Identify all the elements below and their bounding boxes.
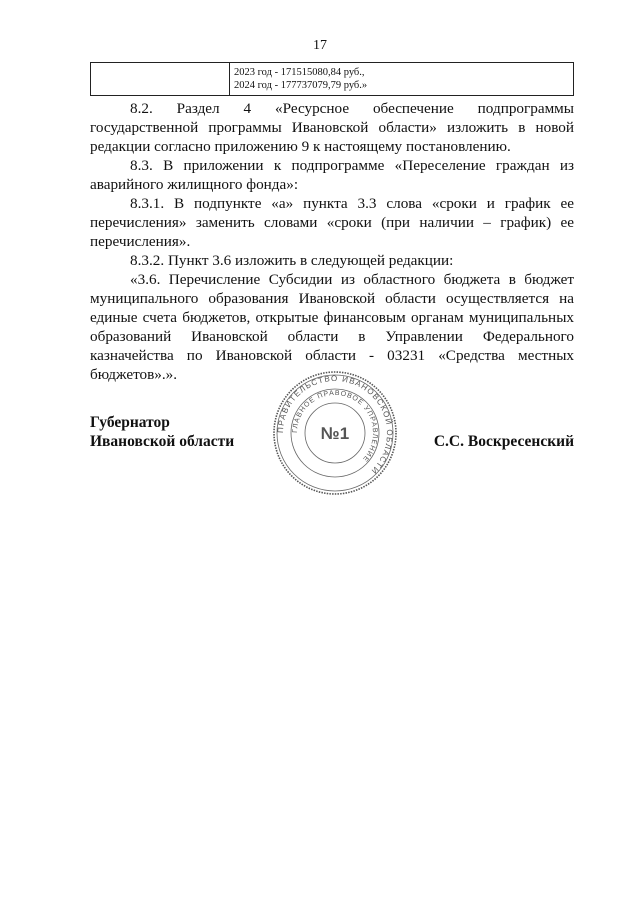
paragraph-line: единые счета бюджетов, открытые финансовым органам муниципальных [90,309,574,326]
paragraph-line: образований Ивановской области в Управлении Федерального [90,328,574,345]
paragraph-line: редакции согласно приложению 9 к настоящему постановлению. [90,138,511,155]
budget-line-2023: 2023 год - 171515080,84 руб., [234,67,365,78]
paragraph-line: государственной программы Ивановской области» изложить в новой [90,119,574,136]
paragraph-line: 8.3. В приложении к подпрограмме «Переселение граждан из [130,157,574,174]
paragraph-8-3-1 [90,194,574,251]
paragraph-3-6-quote [90,270,574,384]
budget-line-2024: 2024 год - 177737079,79 руб.» [234,80,368,91]
signatory-name: С.С. Воскресенский [433,433,574,450]
official-seal-stamp [272,370,398,496]
paragraph-8-3 [90,156,574,194]
paragraph-line: перечисления» заменить словами «сроки (при наличии – график) ее [90,214,574,231]
budget-table-row [90,62,574,96]
paragraph-8-3-2 [90,251,574,270]
paragraph-line: перечисления». [90,233,191,250]
signatory-title-line1: Губернатор [90,414,170,431]
paragraph-8-2 [90,99,574,156]
paragraph-line: муниципального образования Ивановской области осуществляется на [90,290,574,307]
paragraph-line: аварийного жилищного фонда»: [90,176,299,193]
signatory-title-line2: Ивановской области [90,433,235,450]
paragraph-line: бюджетов».». [90,366,178,383]
signatory-title [90,413,234,451]
paragraph-line: 8.2. Раздел 4 «Ресурсное обеспечение подпрограммы [130,100,574,117]
budget-amounts-cell [234,66,367,92]
paragraph-line: 8.3.1. В подпункте «а» пункта 3.3 слова «сроки и график ее [130,195,574,212]
paragraph-line: «3.6. Перечисление Субсидии из областного бюджета в бюджет [130,271,574,288]
seal-outer-text: ПРАВИТЕЛЬСТВО ИВАНОВСКОЙ ОБЛАСТИ [275,373,395,477]
paragraph-line: 8.3.2. Пункт 3.6 изложить в следующей редакции: [130,252,454,269]
page-number: 17 [313,38,327,53]
table-column-divider [229,63,230,95]
seal-inner-text: ГЛАВНОЕ ПРАВОВОЕ УПРАВЛЕНИЕ [291,389,379,464]
seal-number: №1 [320,424,350,443]
paragraph-line: казначейства по Ивановской области - 03231 «Средства местных [90,347,574,364]
